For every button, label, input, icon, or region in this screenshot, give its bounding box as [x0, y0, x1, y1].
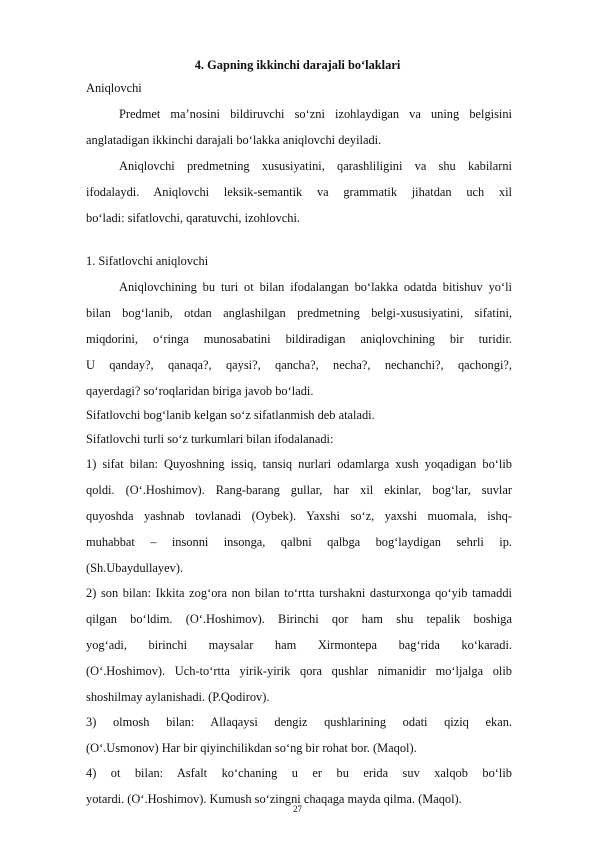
- list-item-line: shoshilmay aylanishadi. (P.Qodirov).: [86, 690, 270, 704]
- paragraph-line: bilan bog‘lanib, otdan anglashilgan predmetning belgi-xususiyatini, sifatini,: [86, 306, 512, 320]
- section-title: 4. Gapning ikkinchi darajali bo‘laklari: [194, 58, 401, 72]
- list-item-line: qoldi. (O‘.Hoshimov). Rang-barang gullar, har xil ekinlar, bog‘lar, suvlar: [86, 483, 512, 497]
- list-item-line: (Sh.Ubaydullayev).: [86, 561, 184, 575]
- list-item-line: 1) sifat bilan: Quyoshning issiq, tansiq nurlari odamlarga xush yoqadigan bo‘lib: [86, 457, 512, 471]
- paragraph-line: Aniqlovchi predmetning xususiyatini, qarashliligini va shu kabilarni: [119, 159, 512, 173]
- list-item-line: yog‘adi, birinchi maysalar ham Xirmontepa bag‘rida ko‘karadi.: [86, 638, 512, 652]
- subheading-aniqlovchi: Aniqlovchi: [86, 81, 142, 95]
- paragraph-line: bo‘ladi: sifatlovchi, qaratuvchi, izohlovchi.: [86, 211, 301, 225]
- paragraph-line: U qanday?, qanaqa?, qaysi?, qancha?, necha?, nechanchi?, qachongi?,: [86, 358, 512, 372]
- paragraph-line: Aniqlovchining bu turi ot bilan ifodalangan bo‘lakka odatda bitishuv yo‘li: [119, 280, 512, 294]
- list-item-line: 2) son bilan: Ikkita zog‘ora non bilan to‘rtta turshakni dasturxonga qo‘yib tamaddi: [86, 586, 512, 600]
- list-item-line: yotardi. (O‘.Hoshimov). Kumush so‘zingni chaqaga mayda qilma. (Maqol).: [86, 792, 462, 806]
- paragraph-line: anglatadigan ikkinchi darajali bo‘lakka aniqlovchi deyiladi.: [86, 133, 382, 147]
- paragraph-line: miqdorini, o‘ringa munosabatini bildiradigan aniqlovchining bir turidir.: [86, 332, 512, 346]
- list-item-line: (O‘.Usmonov) Har bir qiyinchilikdan so‘ng bir rohat bor. (Maqol).: [86, 741, 417, 755]
- paragraph-line: Sifatlovchi turli so‘z turkumlari bilan ifodalanadi:: [86, 432, 334, 446]
- paragraph-line: Sifatlovchi bog‘lanib kelgan so‘z sifatlanmish deb ataladi.: [86, 408, 375, 422]
- list-item-line: muhabbat – insonni insonga, qalbni qalbga bog‘laydigan sehrli ip.: [86, 535, 512, 549]
- paragraph-line: Predmet ma’nosini bildiruvchi so‘zni izohlaydigan va uning belgisini: [119, 107, 512, 121]
- list-item-line: (O‘.Hoshimov). Uch-to‘rtta yirik-yirik qora qushlar nimanidir mo‘ljalga olib: [86, 664, 512, 678]
- paragraph-line: ifodalaydi. Aniqlovchi leksik-semantik va grammatik jihatdan uch xil: [86, 185, 512, 199]
- page-number: 27: [293, 804, 302, 814]
- list-item-line: quyoshda yashnab tovlanadi (Oybek). Yaxshi so‘z, yaxshi muomala, ishq-: [86, 509, 512, 523]
- subheading-sifatlovchi: 1. Sifatlovchi aniqlovchi: [86, 254, 209, 268]
- list-item-line: 3) olmosh bilan: Allaqaysi dengiz qushlarining odati qiziq ekan.: [86, 715, 512, 729]
- list-item-line: 4) ot bilan: Asfalt ko‘chaning u er bu erida suv xalqob bo‘lib: [86, 766, 512, 780]
- paragraph-line: qayerdagi? so‘roqlaridan biriga javob bo‘ladi.: [86, 384, 314, 398]
- list-item-line: qilgan bo‘ldim. (O‘.Hoshimov). Birinchi qor ham shu tepalik boshiga: [86, 612, 512, 626]
